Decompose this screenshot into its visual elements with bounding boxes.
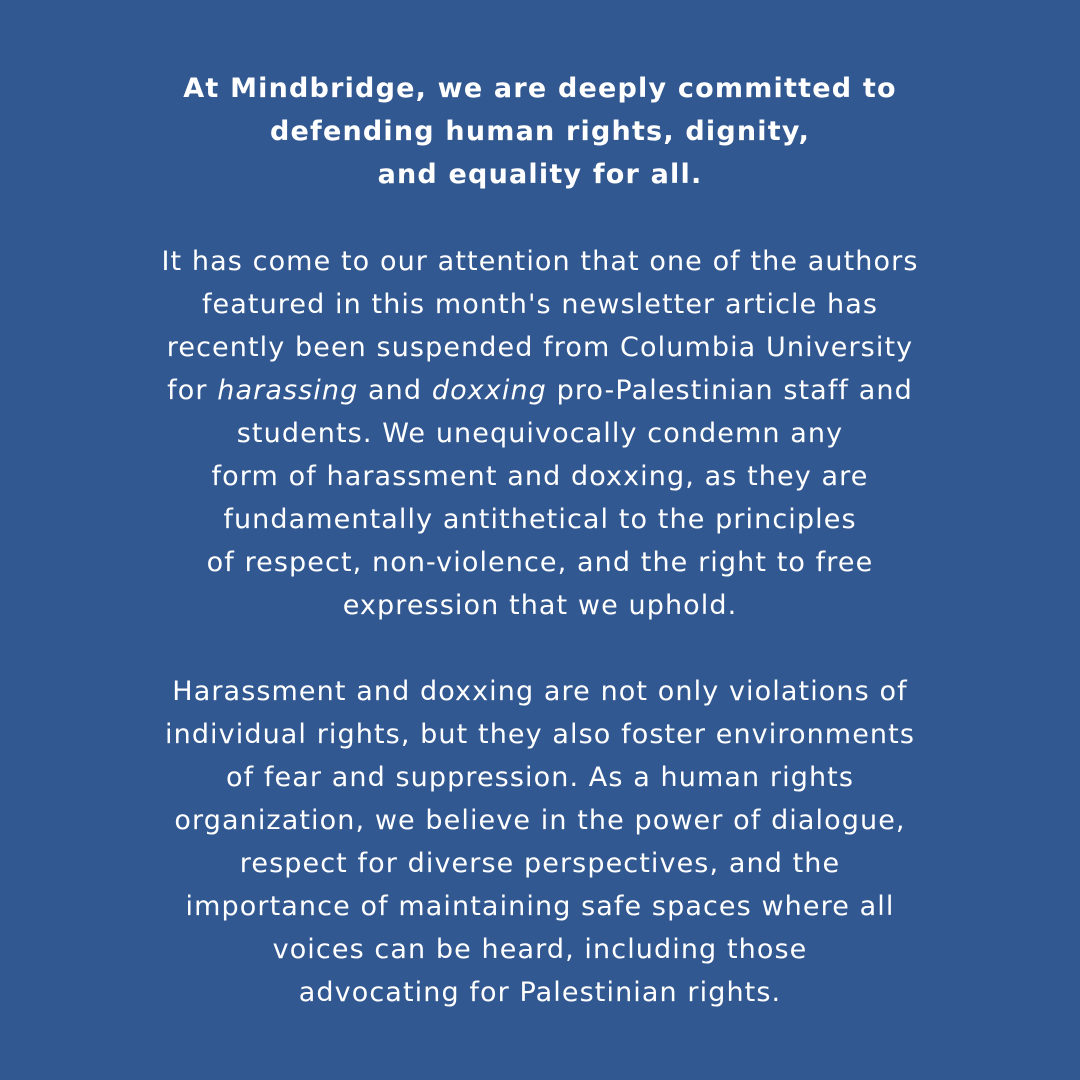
headline-line: defending human rights, dignity, [269,116,811,147]
paragraph-line: of fear and suppression. As a human rights [225,762,855,793]
paragraph-line: fundamentally antithetical to the principles [223,504,857,535]
emphasis-harassing: harassing [217,375,359,406]
paragraph-line: of respect, non-violence, and the right to free [206,547,874,578]
paragraph-line-with-emphasis [0,369,1080,412]
emphasis-doxxing: doxxing [431,375,547,406]
paragraph-line: form of harassment and doxxing, as they are [211,461,869,492]
paragraph-2 [0,670,1080,1014]
headline [0,67,1080,196]
paragraph-line: Harassment and doxxing are not only violations of [172,676,908,707]
paragraph-line: individual rights, but they also foster environments [165,719,915,750]
headline-line: and equality for all. [377,159,703,190]
paragraph-line: students. We unequivocally condemn any [236,418,844,449]
paragraph-line: It has come to our attention that one of the authors [161,246,919,277]
paragraph-line: recently been suspended from Columbia University [166,332,914,363]
headline-line: At Mindbridge, we are deeply committed to [183,73,897,104]
line-text: for [167,375,218,406]
line-text: pro-Palestinian staff and [546,375,913,406]
paragraph-line: voices can be heard, including those [272,934,808,965]
paragraph-line: organization, we believe in the power of dialogue, [174,805,906,836]
paragraph-line: expression that we uphold. [342,590,738,621]
paragraph-line: respect for diverse perspectives, and the [239,848,841,879]
line-text: and [358,375,432,406]
paragraph-line: importance of maintaining safe spaces where all [185,891,895,922]
paragraph-1 [0,240,1080,627]
paragraph-line: advocating for Palestinian rights. [298,977,782,1008]
paragraph-line: featured in this month's newsletter article has [201,289,879,320]
